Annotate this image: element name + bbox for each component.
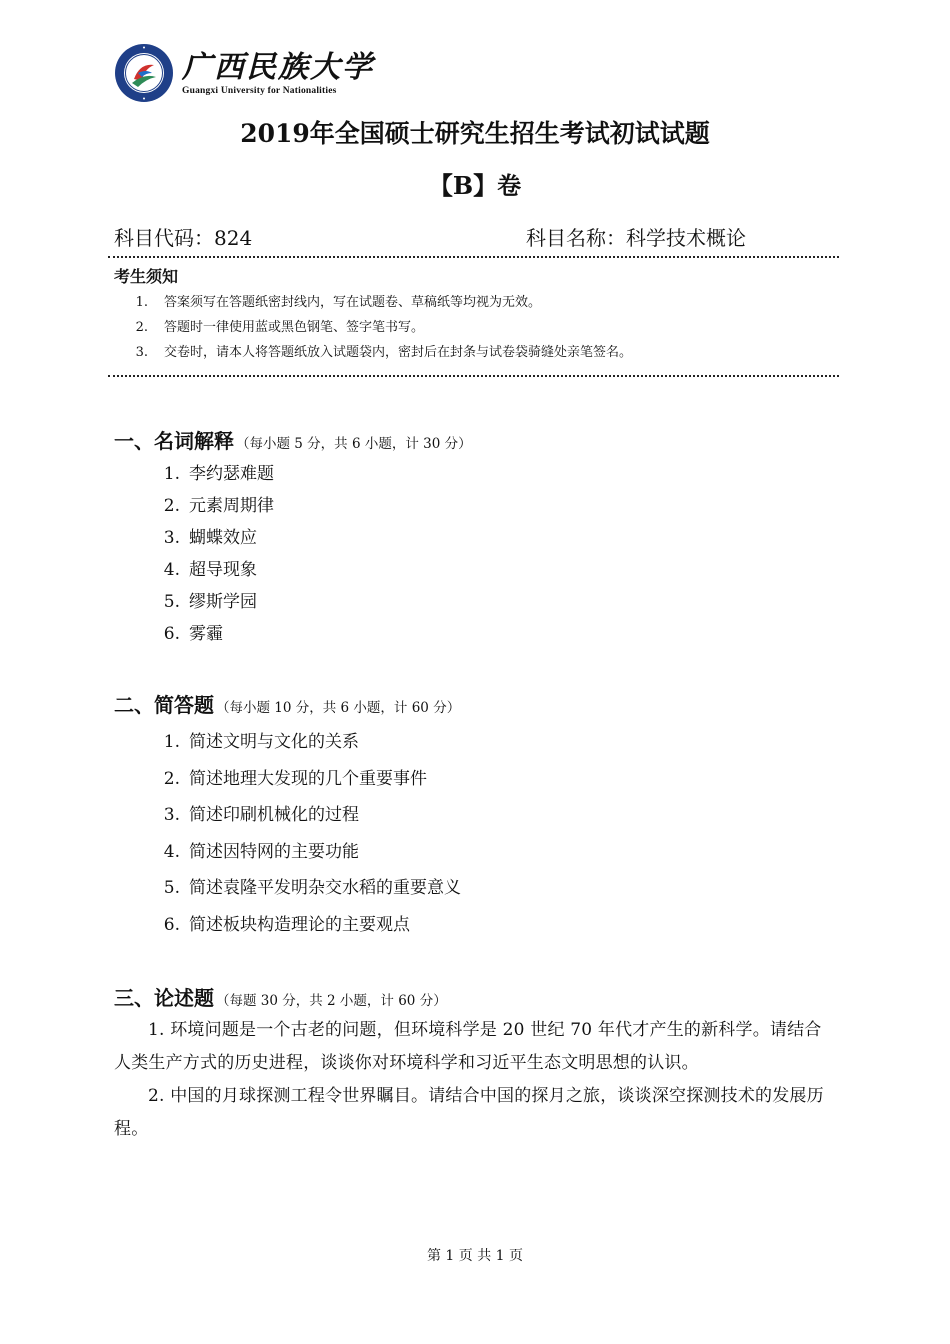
section-term-definitions xyxy=(114,426,838,650)
question-number: 5. xyxy=(163,592,180,612)
subject-name: 科目名称：科学技术概论 xyxy=(526,226,746,250)
essay-question: 1. 环境问题是一个古老的问题，但环境科学是 20 世纪 70 年代才产生的新科学。请结合人类生产方式的历史进程，谈谈你对环境科学和习近平生态文明思想的认识。 xyxy=(114,1020,822,1073)
section-score-note: （每题 30 分，共 2 小题，计 60 分） xyxy=(216,993,447,1009)
notice-item xyxy=(114,315,838,340)
question-number: 6. xyxy=(163,624,180,644)
notice-item-number: 3. xyxy=(135,345,148,360)
section-score-note: （每小题 5 分，共 6 小题，计 30 分） xyxy=(236,436,472,452)
question-text: 缪斯学园 xyxy=(189,592,257,612)
question-item xyxy=(114,797,838,834)
notice-item-text: 答题时一律使用蓝或黑色钢笔、签字笔书写。 xyxy=(164,320,425,335)
question-item xyxy=(114,522,838,554)
question-text: 蝴蝶效应 xyxy=(189,528,257,548)
question-item xyxy=(114,554,838,586)
question-item xyxy=(114,834,838,871)
page-number: 第 1 页 共 1 页 xyxy=(426,1248,524,1264)
candidate-notice xyxy=(114,264,838,365)
question-text: 简述板块构造理论的主要观点 xyxy=(189,914,410,935)
question-number: 5. xyxy=(163,878,180,899)
question-item xyxy=(114,907,838,944)
question-text: 简述印刷机械化的过程 xyxy=(189,805,359,826)
university-name-cn: 广西民族大学 xyxy=(182,49,374,85)
section-score-note: （每小题 10 分，共 6 小题，计 60 分） xyxy=(216,700,461,716)
question-item xyxy=(114,761,838,798)
essay-question: 2. 中国的月球探测工程令世界瞩目。请结合中国的探月之旅，谈谈深空探测技术的发展历程。 xyxy=(114,1086,824,1139)
exam-volume: 【B】卷 xyxy=(428,171,522,200)
question-text: 元素周期律 xyxy=(189,496,274,516)
university-name-en: Guangxi University for Nationalities xyxy=(182,85,337,96)
section-title: 三、论述题 xyxy=(114,986,214,1010)
subject-row xyxy=(114,222,838,254)
section-title: 二、简答题 xyxy=(114,693,214,717)
section-essay xyxy=(114,983,838,1146)
divider-bottom xyxy=(108,375,839,377)
question-item xyxy=(114,458,838,490)
divider-top xyxy=(108,256,839,258)
question-text: 简述地理大发现的几个重要事件 xyxy=(189,768,427,789)
notice-title: 考生须知 xyxy=(114,267,179,286)
notice-item-text: 答案须写在答题纸密封线内，写在试题卷、草稿纸等均视为无效。 xyxy=(164,295,542,310)
notice-item xyxy=(114,340,838,365)
question-text: 雾霾 xyxy=(189,624,223,644)
question-number: 2. xyxy=(163,496,180,516)
question-item xyxy=(114,586,838,618)
question-item xyxy=(114,618,838,650)
question-number: 3. xyxy=(163,528,180,548)
question-text: 李约瑟难题 xyxy=(189,464,274,484)
question-number: 1. xyxy=(163,732,180,752)
section-short-answer xyxy=(114,690,838,944)
question-item xyxy=(114,870,838,907)
section-title: 一、名词解释 xyxy=(114,429,234,453)
question-number: 3. xyxy=(163,805,180,826)
notice-item-number: 2. xyxy=(135,320,148,335)
section-heading xyxy=(114,983,838,1013)
question-number: 6. xyxy=(163,914,180,935)
question-item xyxy=(114,724,838,761)
section-heading xyxy=(114,426,838,456)
university-seal-icon xyxy=(114,43,174,103)
question-number: 4. xyxy=(163,841,180,862)
question-text: 简述因特网的主要功能 xyxy=(189,841,359,862)
question-number: 4. xyxy=(163,560,180,580)
question-text: 超导现象 xyxy=(189,560,257,580)
question-text: 简述袁隆平发明杂交水稻的重要意义 xyxy=(189,878,461,899)
notice-item xyxy=(114,290,838,315)
university-header xyxy=(114,42,374,104)
section-heading xyxy=(114,690,838,720)
question-item xyxy=(114,490,838,522)
question-text: 简述文明与文化的关系 xyxy=(189,732,359,752)
subject-code: 科目代码：824 xyxy=(114,226,253,250)
notice-item-number: 1. xyxy=(135,295,148,310)
question-number: 2. xyxy=(163,768,180,789)
exam-title: 2019年全国硕士研究生招生考试初试试题 xyxy=(240,119,710,148)
question-number: 1. xyxy=(163,464,180,484)
notice-item-text: 交卷时，请本人将答题纸放入试题袋内，密封后在封条与试卷袋骑缝处亲笔签名。 xyxy=(164,345,633,360)
